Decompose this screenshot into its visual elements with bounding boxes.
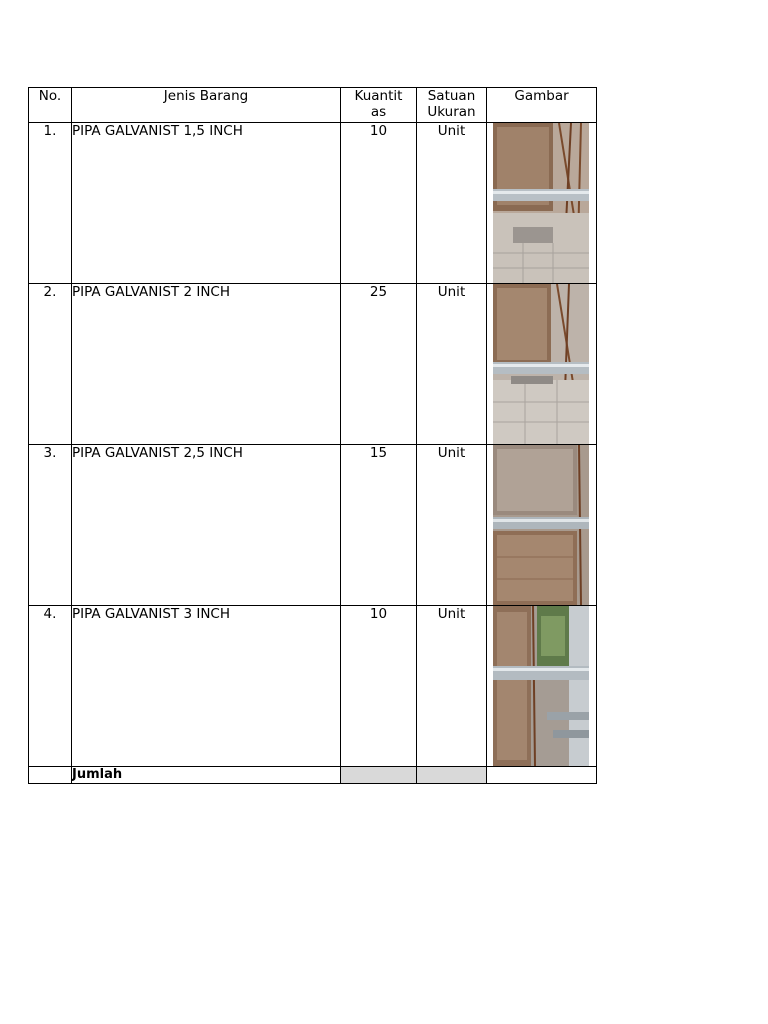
row-item-name: PIPA GALVANIST 2,5 INCH bbox=[72, 445, 341, 606]
pipe-photo bbox=[493, 445, 589, 605]
total-row bbox=[29, 767, 597, 784]
header-satuan-line2: Ukuran bbox=[427, 104, 476, 120]
total-photo-cell bbox=[487, 767, 597, 784]
total-quantity-cell bbox=[341, 767, 417, 784]
header-kuantitas bbox=[341, 88, 417, 123]
row-item-name: PIPA GALVANIST 2 INCH bbox=[72, 284, 341, 445]
header-satuan bbox=[417, 88, 487, 123]
row-number: 3. bbox=[29, 445, 72, 606]
row-number: 2. bbox=[29, 284, 72, 445]
row-quantity: 15 bbox=[341, 445, 417, 606]
header-row bbox=[29, 88, 597, 123]
row-photo-cell bbox=[487, 606, 597, 767]
pipe-photo bbox=[493, 606, 589, 766]
pipe-photo bbox=[493, 284, 589, 444]
row-quantity: 10 bbox=[341, 606, 417, 767]
row-unit: Unit bbox=[417, 123, 487, 284]
header-kuantitas-line2: as bbox=[370, 104, 387, 120]
total-label: Jumlah bbox=[72, 767, 341, 784]
table-row bbox=[29, 445, 597, 606]
header-kuantitas-line1: Kuantit bbox=[354, 88, 403, 104]
total-unit-cell bbox=[417, 767, 487, 784]
table-row bbox=[29, 284, 597, 445]
row-quantity: 25 bbox=[341, 284, 417, 445]
header-satuan-line1: Satuan bbox=[427, 88, 476, 104]
row-unit: Unit bbox=[417, 606, 487, 767]
row-quantity: 10 bbox=[341, 123, 417, 284]
row-number: 1. bbox=[29, 123, 72, 284]
row-unit: Unit bbox=[417, 445, 487, 606]
table-row bbox=[29, 123, 597, 284]
row-item-name: PIPA GALVANIST 1,5 INCH bbox=[72, 123, 341, 284]
header-no: No. bbox=[29, 88, 72, 123]
pipe-photo bbox=[493, 123, 589, 283]
row-item-name: PIPA GALVANIST 3 INCH bbox=[72, 606, 341, 767]
row-unit: Unit bbox=[417, 284, 487, 445]
header-jenis-barang: Jenis Barang bbox=[72, 88, 341, 123]
row-photo-cell bbox=[487, 284, 597, 445]
table-row bbox=[29, 606, 597, 767]
row-photo-cell bbox=[487, 123, 597, 284]
item-sheet bbox=[28, 87, 596, 784]
header-gambar: Gambar bbox=[487, 88, 597, 123]
row-number: 4. bbox=[29, 606, 72, 767]
total-no-cell bbox=[29, 767, 72, 784]
row-photo-cell bbox=[487, 445, 597, 606]
items-table bbox=[28, 87, 597, 784]
